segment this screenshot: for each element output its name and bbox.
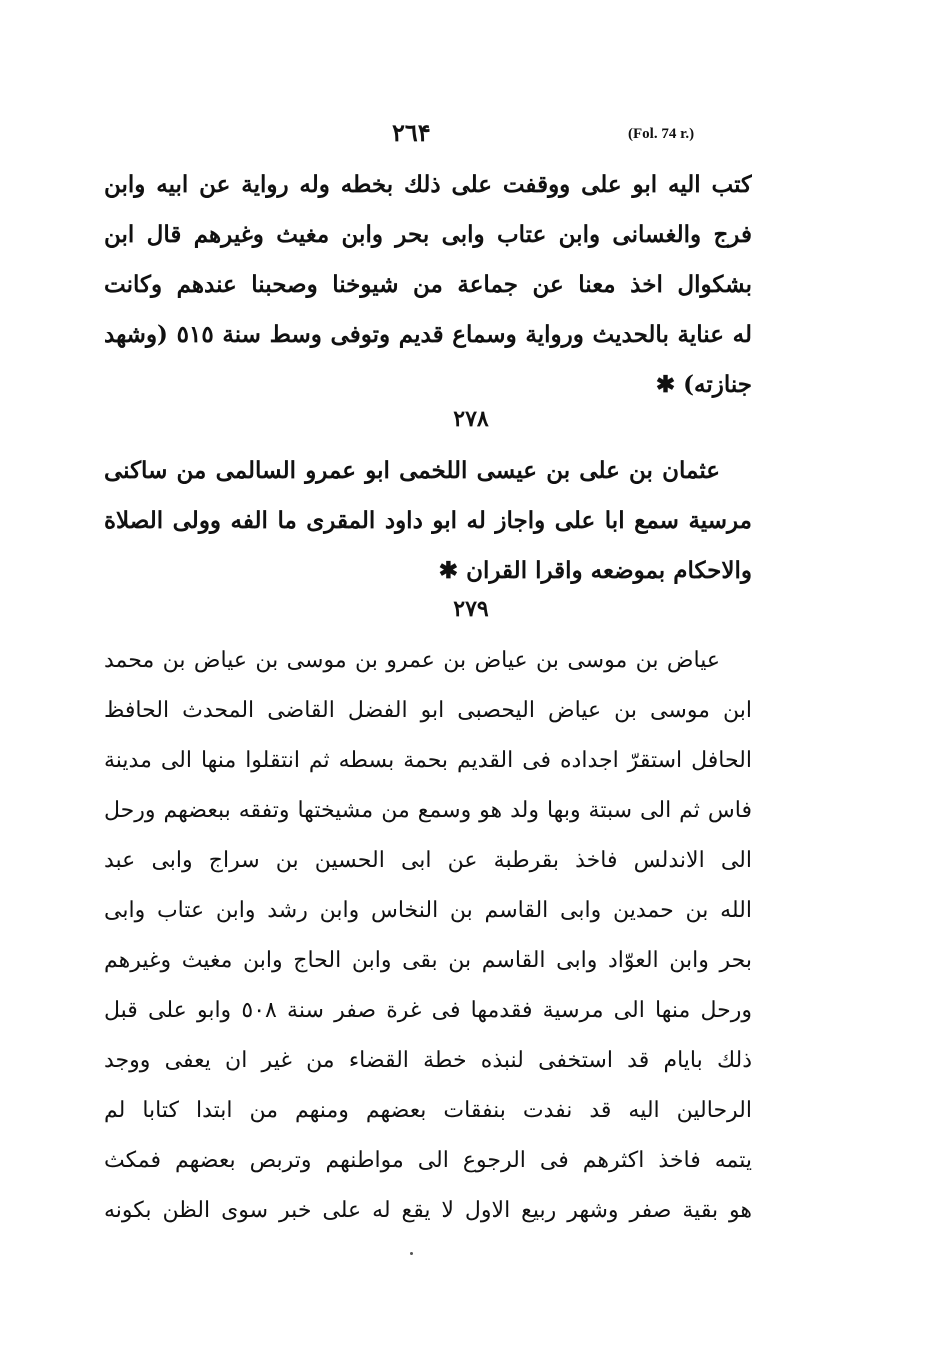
text-line: عياض بن موسى بن عياض بن عمرو بن موسى بن عياض بن محمد — [104, 648, 720, 673]
entry-number-279: ٢٧٩ — [453, 596, 489, 622]
text-line: له عناية بالحديث ورواية وسماع قديم وتوفى وسط سنة ٥١٥ (وشهد — [104, 321, 752, 348]
entry-number-278: ٢٧٨ — [453, 406, 489, 432]
text-line: مرسية سمع ابا على واجاز له ابو داود المقرى ما الفه وولى الصلاة — [104, 507, 752, 534]
text-line: الحافل استقرّ اجداده فى القديم بحمة بسطه ثم انتقلوا منها الى مدينة — [104, 748, 752, 773]
text-line: كتب اليه ابو على ووقفت على ذلك بخطه وله رواية عن ابيه وابن — [104, 171, 752, 198]
text-line: ذلك بايام قد استخفى لنبذه خطة القضاء من غير ان يعفى ووجد — [104, 1048, 752, 1073]
text-line: عثمان بن على بن عيسى اللخمى ابو عمرو السالمى من ساكنى — [104, 457, 720, 484]
continuation-paragraph — [104, 160, 752, 410]
page-number: ٢٦۴ — [392, 118, 431, 147]
text-line: والاحكام بموضعه واقرا القران ✱ — [438, 557, 752, 584]
text-line: ابن موسى بن عياض اليحصبى ابو الفضل القاضى المحدث الحافظ — [104, 698, 752, 723]
text-line: جنازته) ✱ — [655, 371, 752, 398]
text-line: الله بن حمدين وابى القاسم بن النخاس وابن رشد وابن عتاب وابى — [104, 898, 752, 923]
text-line: بشكوال اخذ معنا عن جماعة من شيوخنا وصحبنا عندهم وكانت — [104, 271, 752, 298]
entry-279-paragraph — [104, 636, 752, 1236]
text-line: فرج والغسانى وابن عتاب وابى بحر وابن مغيث وغيرهم قال ابن — [104, 221, 752, 248]
text-line: الرحالين اليه قد نفدت بنفقات بعضهم ومنهم من ابتدا كتابا لم — [104, 1098, 752, 1123]
folio-reference: (Fol. 74 r.) — [628, 126, 695, 142]
ink-speck — [410, 1252, 413, 1255]
text-line: هو بقية صفر وشهر ربيع الاول لا يقع له على خبر سوى الظن بكونه — [104, 1198, 752, 1223]
text-line: الى الاندلس فاخذ بقرطبة عن ابى الحسين بن سراج وابى عبد — [104, 848, 752, 873]
entry-278-paragraph — [104, 446, 752, 596]
text-line: فاس ثم الى سبتة وبها ولد هو وسمع من مشيختها وتفقه ببعضهم ورحل — [104, 798, 752, 823]
text-line: يتمه فاخذ اكثرهم فى الرجوع الى مواطنهم وتربص بعضهم فمكث — [104, 1148, 752, 1173]
text-line: بحر وابن العوّاد وابى القاسم بن بقى وابن الحاج وابن مغيث وغيرهم — [104, 948, 752, 973]
text-line: ورحل منها الى مرسية فقدمها فى غرة صفر سنة ٥٠٨ وابو على قبل — [104, 998, 752, 1023]
